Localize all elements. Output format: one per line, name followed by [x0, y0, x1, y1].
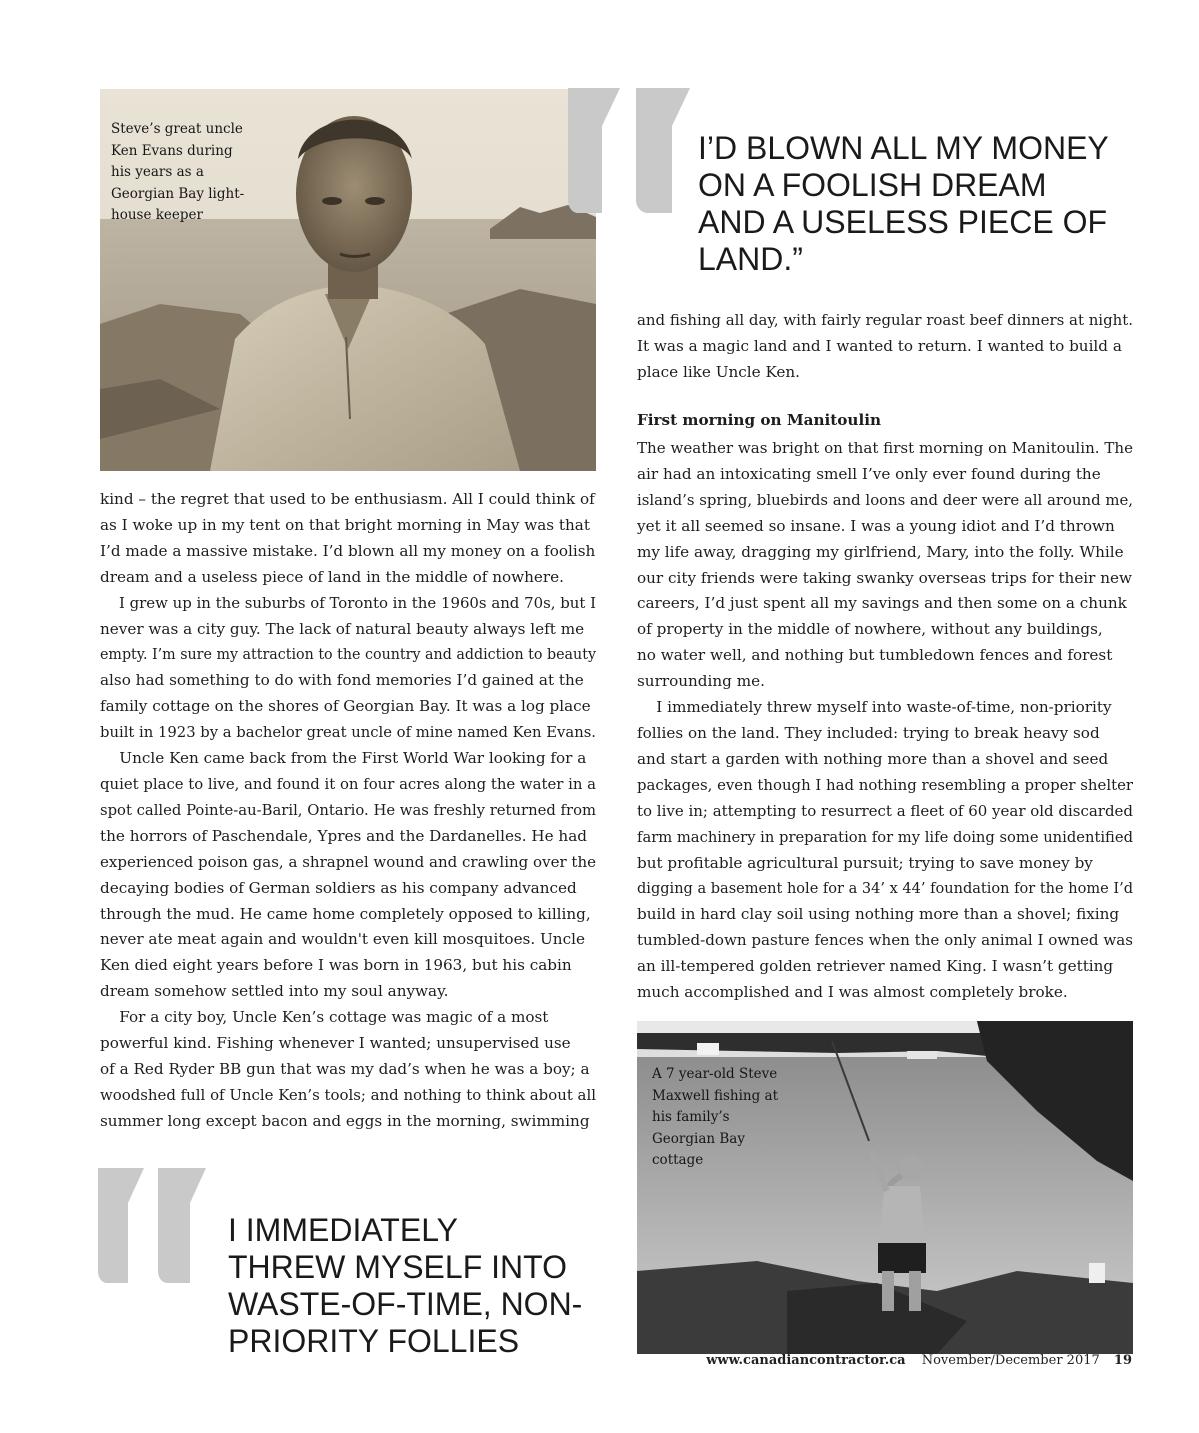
body-text-line: of property in the middle of nowhere, without any buildings, [637, 620, 1103, 639]
caption-line: Steve’s great uncle [111, 121, 243, 137]
body-text-line: never was a city guy. The lack of natural beauty always left me [100, 619, 585, 638]
body-text-line: yet it all seemed so insane. I was a young idiot and I’d thrown [637, 516, 1115, 535]
body-text-line: dream somehow settled into my soul anyway. [100, 982, 449, 1001]
body-text-line: follies on the land. They included: trying to break heavy sod [637, 723, 1100, 742]
pull-quote-line: THREW MYSELF INTO [228, 1249, 567, 1285]
body-text-line: I grew up in the suburbs of Toronto in the 1960s and 70s, but I [100, 593, 596, 612]
section-subhead: First morning on Manitoulin [637, 411, 882, 429]
footer-date: November/December 2017 [921, 1353, 1100, 1368]
pull-quote-line: LAND.” [698, 241, 803, 277]
quote-mark-icon [568, 88, 693, 213]
caption-line: house keeper [111, 207, 203, 223]
body-text-line: family cottage on the shores of Georgian Bay. It was a log place [100, 697, 591, 716]
right-column-body-text [637, 436, 1137, 1006]
right-column-top-text [637, 308, 1137, 386]
body-text-line: spot called Pointe-au-Baril, Ontario. He was freshly returned from [100, 800, 596, 819]
body-text-line: air had an intoxicating smell I’ve only ever found during the [637, 464, 1101, 483]
body-text-line: much accomplished and I was almost completely broke. [637, 983, 1068, 1002]
body-text-line: build in hard clay soil using nothing more than a shovel; fixing [637, 905, 1120, 924]
body-text-line: decaying bodies of German soldiers as his company advanced [100, 878, 577, 897]
body-text-line: powerful kind. Fishing whenever I wanted; unsupervised use [100, 1034, 571, 1053]
body-text-line: of a Red Ryder BB gun that was my dad’s when he was a boy; a [100, 1059, 590, 1078]
body-text-line: place like Uncle Ken. [637, 362, 800, 381]
body-text-line: to live in; attempting to resurrect a fleet of 60 year old discarded [637, 801, 1133, 820]
pull-quote-line: PRIORITY FOLLIES [228, 1323, 520, 1359]
body-text-line: no water well, and nothing but tumbledown fences and forest [637, 646, 1113, 665]
caption-line: his years as a [111, 164, 204, 180]
body-text-line: dream and a useless piece of land in the middle of nowhere. [100, 567, 564, 586]
body-text-line: never ate meat again and wouldn't even kill mosquitoes. Uncle [100, 930, 585, 949]
body-text-line: our city friends were taking swanky overseas trips for their new [637, 568, 1133, 587]
body-text-line: the horrors of Paschendale, Ypres and the Dardanelles. He had [100, 826, 587, 845]
body-text-line: and start a garden with nothing more than a shovel and seed [637, 749, 1109, 768]
body-text-line: my life away, dragging my girlfriend, Mary, into the folly. While [637, 542, 1124, 561]
pull-quote-line: I’D BLOWN ALL MY MONEY [698, 130, 1109, 166]
subhead-container [637, 408, 881, 434]
body-text-line: The weather was bright on that first morning on Manitoulin. The [637, 439, 1133, 457]
body-text-line: careers, I’d just spent all my savings and then some on a chunk [637, 594, 1127, 613]
pull-quote-2 [228, 1212, 582, 1360]
body-text-line: Uncle Ken came back from the First World War looking for a [100, 749, 587, 768]
caption-line: Ken Evans during [111, 142, 233, 159]
body-text-line: through the mud. He came home completely opposed to killing, [100, 904, 591, 923]
caption-line: his family’s [652, 1109, 730, 1125]
quote-mark-icon [98, 1168, 208, 1283]
caption-line: cottage [652, 1152, 704, 1168]
body-text-line: quiet place to live, and found it on four acres along the water in a [100, 774, 596, 793]
body-text-line: and fishing all day, with fairly regular roast beef dinners at night. [637, 311, 1133, 329]
body-text-line: summer long except bacon and eggs in the morning, swimming [100, 1111, 590, 1130]
body-text-line: For a city boy, Uncle Ken’s cottage was magic of a most [100, 1008, 549, 1027]
left-column-text [100, 487, 600, 1135]
page-footer [706, 1353, 1132, 1368]
photo1-caption [111, 119, 244, 227]
caption-line: A 7 year-old Steve [652, 1066, 778, 1082]
body-text-line: packages, even though I had nothing resembling a proper shelter [637, 775, 1133, 794]
page-number: 19 [1113, 1353, 1132, 1368]
pull-quote-line: WASTE-OF-TIME, NON- [228, 1286, 583, 1322]
body-text-line: also had something to do with fond memories I’d gained at the [100, 671, 584, 690]
body-text-line: kind – the regret that used to be enthusiasm. All I could think of [100, 490, 595, 508]
body-text-line: an ill-tempered golden retriever named King. I wasn’t getting [637, 957, 1114, 976]
body-text-line: but profitable agricultural pursuit; trying to save money by [637, 853, 1093, 872]
pull-quote-1 [698, 130, 1109, 278]
body-text-line: experienced poison gas, a shrapnel wound and crawling over the [100, 852, 596, 871]
body-text-line: tumbled-down pasture fences when the only animal I owned was [637, 931, 1133, 950]
body-text-line: Ken died eight years before I was born in 1963, but his cabin [100, 956, 572, 975]
body-text-line: island’s spring, bluebirds and loons and deer were all around me, [637, 490, 1133, 509]
footer-url[interactable]: www.canadiancontractor.ca [706, 1353, 906, 1368]
pull-quote-line: I IMMEDIATELY [228, 1212, 458, 1248]
caption-line: Georgian Bay light- [111, 185, 245, 202]
body-text-line: It was a magic land and I wanted to return. I wanted to build a [637, 336, 1122, 355]
body-text-line: farm machinery in preparation for my life doing some unidentified [637, 827, 1133, 846]
caption-line: Georgian Bay [652, 1130, 745, 1147]
body-text-line: empty. I’m sure my attraction to the country and addiction to beauty [100, 645, 596, 664]
pull-quote-line: AND A USELESS PIECE OF [698, 204, 1108, 240]
body-text-line: as I woke up in my tent on that bright morning in May was that [100, 515, 590, 534]
photo2-caption [652, 1064, 778, 1172]
caption-line: Maxwell fishing at [652, 1087, 779, 1104]
body-text-line: I immediately threw myself into waste-of-time, non-priority [637, 698, 1112, 717]
body-text-line: woodshed full of Uncle Ken’s tools; and nothing to think about all [100, 1085, 596, 1104]
body-text-line: I’d made a massive mistake. I’d blown all my money on a foolish [100, 541, 596, 560]
body-text-line: surrounding me. [637, 672, 765, 691]
body-text-line: digging a basement hole for a 34’ x 44’ foundation for the home I’d [637, 879, 1133, 898]
body-text-line: built in 1923 by a bachelor great uncle of mine named Ken Evans. [100, 723, 596, 742]
pull-quote-line: ON A FOOLISH DREAM [698, 167, 1047, 203]
